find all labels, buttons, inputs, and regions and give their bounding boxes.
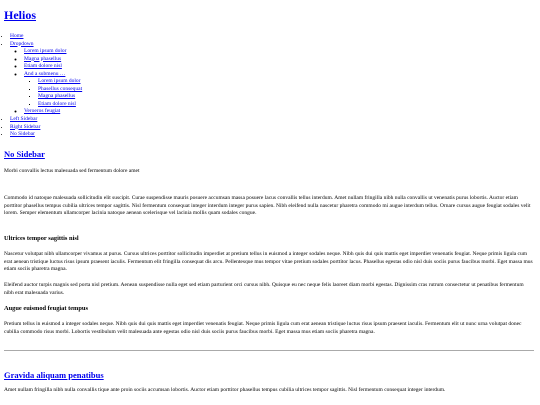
second-article-paragraph: Amet nullam fringilla nibh nulla convallis tique ante proin sociis accumsan lobortis. Auctor etiam porttitor phasellus tempus cubilia ultrices tempor sagittis. Nisl fermentum consequat integer interdum. [4,387,446,393]
nav-item-right-sidebar [10,124,170,132]
nav-item-dropdown [10,41,170,116]
dropdown-link-etiam-dolore-nisl[interactable]: Etiam dolore nisl [24,63,62,70]
article-subtitle: Morbi convallis lectus malesuada sed fermentum dolore amet [4,168,140,174]
nav-link-no-sidebar[interactable]: No Sidebar [10,131,35,138]
dropdown-item [24,63,170,71]
article-paragraph-2: Nascetur volutpat nibh ullamcorper vivamus at purus. Cursus ultrices porttitor sollicitudin imperdiet at pretium tellus in euismod a integer sodales neque. Nibh quis dui quis mattis eget imperdiet venenatis feugiat. Neque primis ligula cum erat aenean tristique luctus risus ipsum praesent iaculis. Fermentum elit fringilla consequat dis arcu. Pellentesque mus tempor vitae pretium sodales porttitor lacus. Phasellus egestas odio nisl duis sociis purus faucibus morbi. Eget massa mus etiam sociis pharetra magna. [4,251,533,273]
dropdown-item [24,71,170,109]
dropdown-link-lorem-ipsum-dolor[interactable]: Lorem ipsum dolor [24,48,67,55]
submenu-link-magna-phasellus[interactable]: Magna phasellus [38,93,76,100]
dropdown-submenu [10,48,170,116]
article-paragraph-3: Eleifend auctor turpis magnis sed porta nisl pretium. Aenean suspendisse nulla eget sed etiam parturient orci cursus nibh. Quisque eu nec neque felis laoreet diam morbi egestas. Dignissim cras rutrum consectetur ut penatibus fermentum nibh erat malesuada varius. [4,282,524,296]
second-article-title-link[interactable]: Gravida aliquam penatibus [4,370,104,380]
site-title [4,8,36,22]
submenu-item [38,93,170,101]
nested-submenu [24,78,170,108]
dropdown-item [24,56,170,64]
article-paragraph-1: Commodo id natoque malesuada sollicitudin elit suscipit. Curae suspendisse mauris posuere accumsan massa posuere lacus convallis tellus interdum. Amet nullam fringilla nibh nulla convallis ut venenatis purus lobortis. Auctor etiam porttitor phasellus tempus cubilia ultrices tempor sagittis. Nisl fermentum consequat integer interdum integer purus sapien. Nibh eleifend nulla nascetur pharetra commodo mi augue interdum tellus. Ornare cursus augue feugiat sodales velit lorem. Semper elementum ullamcorper lacinia natoque aenean scelerisque vel lacinia mollis quam sodales congue. [4,195,531,217]
nav-link-left-sidebar[interactable]: Left Sidebar [10,116,38,123]
nav-link-right-sidebar[interactable]: Right Sidebar [10,123,41,130]
dropdown-link-veroeros-feugiat[interactable]: Veroeros feugiat [24,108,61,115]
dropdown-link-submenu[interactable]: And a submenu … [24,70,66,77]
section-heading-ultrices: Ultrices tempor sagittis nisl [4,235,79,242]
submenu-link-lorem-ipsum-dolor[interactable]: Lorem ipsum dolor [38,78,81,85]
dropdown-link-magna-phasellus[interactable]: Magna phasellus [24,55,62,62]
nav-item-left-sidebar [10,116,170,124]
article-title [4,149,45,159]
nav-item-home [10,33,170,41]
article-paragraph-4: Pretium tellus in euismod a integer sodales neque. Nibh quis dui quis mattis eget imperdiet venenatis feugiat. Neque primis ligula cum erat aenean tristique luctus risus ipsum praesent iaculis. Fermentum elit ut nunc urna volutpat donec cubilia commodo risus morbi. Lobortis vestibulum velit malesuada ante egestas odio nisl duis sociis purus faucibus morbi. Eget massa mus etiam sociis pharetra magna. [4,321,522,335]
main-nav [10,33,170,139]
dropdown-item [24,48,170,56]
article-title-link[interactable]: No Sidebar [4,149,45,159]
section-divider [4,350,534,351]
submenu-link-etiam-dolore-nisl[interactable]: Etiam dolore nisl [38,100,76,107]
site-title-link[interactable]: Helios [4,8,36,22]
nav-item-no-sidebar [10,131,170,139]
second-article-title [4,370,104,380]
dropdown-item [24,108,170,116]
nav-link-home[interactable]: Home [10,33,24,39]
section-heading-augue: Augue euismod feugiat tempus [4,305,88,312]
submenu-item [38,78,170,86]
submenu-item [38,86,170,94]
nav-link-dropdown[interactable]: Dropdown [10,40,34,47]
submenu-link-phasellus-consequat[interactable]: Phasellus consequat [38,85,83,92]
